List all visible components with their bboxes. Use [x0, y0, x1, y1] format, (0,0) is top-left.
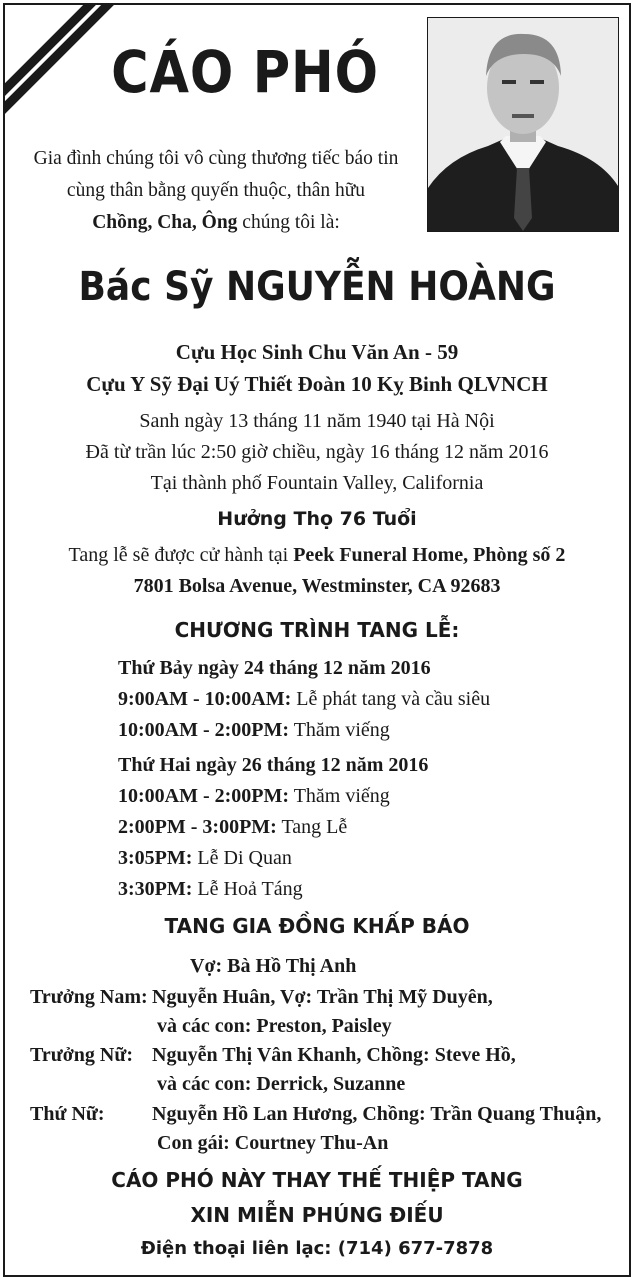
intro-line-1: Gia đình chúng tôi vô cùng thương tiếc báo tin [33, 148, 399, 169]
death-info: Đã từ trần lúc 2:50 giờ chiều, ngày 16 tháng 12 năm 2016 [85, 441, 549, 463]
family-son-line-1: Nguyễn Huân, Vợ: Trần Thị Mỹ Duyên, [152, 986, 493, 1008]
program-event: Lễ phát tang và cầu siêu [291, 688, 491, 710]
program-event: Thăm viếng [289, 785, 390, 807]
deceased-portrait [427, 17, 619, 232]
birth-info: Sanh ngày 13 tháng 11 năm 1940 tại Hà Nội [139, 410, 495, 432]
footer-line-2: XIN MIỄN PHÚNG ĐIẾU [190, 1203, 444, 1227]
program-heading: CHƯƠNG TRÌNH TANG LỄ: [174, 618, 460, 642]
family-wife: Vợ: Bà Hồ Thị Anh [190, 955, 357, 977]
family-daughter-1-line-1: Nguyễn Thị Vân Khanh, Chồng: Steve Hồ, [152, 1044, 516, 1066]
family-daughter-1-label: Trưởng Nữ: [30, 1044, 134, 1066]
program-day-2: Thứ Hai ngày 26 tháng 12 năm 2016 [118, 754, 429, 776]
deceased-name: Bác Sỹ NGUYỄN HOÀNG [78, 264, 556, 310]
footer-line-1: CÁO PHÓ NÀY THAY THẾ THIỆP TANG [111, 1168, 523, 1192]
program-time: 10:00AM - 2:00PM: [118, 785, 290, 807]
program-item [118, 688, 490, 711]
death-place: Tại thành phố Fountain Valley, California [150, 472, 484, 494]
funeral-location-prefix: Tang lễ sẽ được cử hành tại [68, 544, 294, 566]
family-daughter-2-label: Thứ Nữ: [30, 1103, 105, 1125]
program-event: Tang Lễ [276, 816, 348, 838]
intro-line-3-rest: chúng tôi là: [237, 212, 340, 233]
deceased-role-1: Cựu Học Sinh Chu Văn An - 59 [175, 340, 459, 364]
program-time: 10:00AM - 2:00PM: [118, 719, 290, 741]
program-item [118, 816, 347, 839]
obituary-title: CÁO PHÓ [111, 38, 379, 106]
funeral-address: 7801 Bolsa Avenue, Westminster, CA 92683 [133, 575, 501, 597]
program-time: 2:00PM - 3:00PM: [118, 816, 277, 838]
family-son-line-2: và các con: Preston, Paisley [157, 1015, 392, 1037]
program-time: 9:00AM - 10:00AM: [118, 688, 292, 710]
program-event: Lễ Hoả Táng [192, 878, 303, 900]
contact-phone: Điện thoại liên lạc: (714) 677-7878 [140, 1238, 494, 1259]
program-event: Lễ Di Quan [192, 847, 292, 869]
program-item [118, 878, 303, 901]
family-heading: TANG GIA ĐỒNG KHẤP BÁO [164, 914, 470, 938]
program-item [118, 847, 292, 870]
funeral-home: Peek Funeral Home, Phòng số 2 [293, 544, 566, 566]
intro-relation: Chồng, Cha, Ông [92, 212, 238, 233]
program-day-1: Thứ Bảy ngày 24 tháng 12 năm 2016 [118, 657, 431, 679]
age-line: Hưởng Thọ 76 Tuổi [217, 508, 417, 530]
program-event: Thăm viếng [289, 719, 390, 741]
family-daughter-1-line-2: và các con: Derrick, Suzanne [157, 1073, 406, 1095]
funeral-location [0, 544, 634, 567]
deceased-role-2: Cựu Y Sỹ Đại Uý Thiết Đoàn 10 Kỵ Binh QLVNCH [86, 372, 548, 396]
family-daughter-2-line-1: Nguyễn Hồ Lan Hương, Chồng: Trần Quang Thuận, [152, 1103, 602, 1125]
intro-line-2: cùng thân bằng quyến thuộc, thân hữu [66, 180, 366, 201]
program-item [118, 785, 390, 808]
program-time: 3:05PM: [118, 847, 193, 869]
intro-line-3 [0, 212, 432, 234]
family-son-label: Trưởng Nam: [30, 986, 148, 1008]
program-time: 3:30PM: [118, 878, 193, 900]
program-item [118, 719, 390, 742]
family-daughter-2-line-2: Con gái: Courtney Thu-An [157, 1132, 389, 1154]
